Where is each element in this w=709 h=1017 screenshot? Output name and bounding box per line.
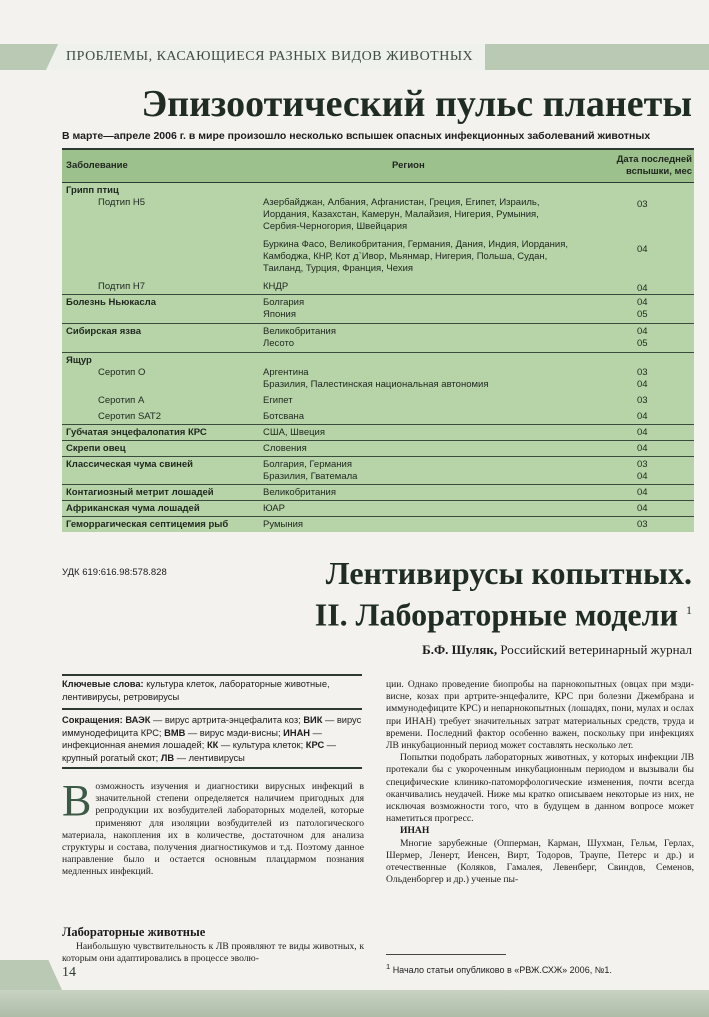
region-o-line1: Аргентина [263,367,309,378]
region-ahs: ЮАР [263,503,285,514]
column-header-date [602,154,692,178]
region-csf-line1: Болгария, Германия [263,459,352,470]
region-nd-line1: Болгария [263,297,305,308]
disease-ahs: Африканская чума лошадей [66,503,200,514]
region-h5b-line1: Буркина Фасо, Великобритания, Германия, Дания, Индия, Иордания, [263,239,568,250]
disease-scrapie: Скрепи овец [66,443,126,454]
abbreviations-bottom-rule [62,767,362,769]
abbreviations-label: Сокращения: [62,715,123,725]
dropcap-letter: В [62,776,92,825]
disease-anthrax: Сибирская язва [66,326,141,337]
article2-title [240,555,692,634]
date-ahs: 04 [637,503,648,514]
abbrev-lv-text: — лентивирусы [176,752,245,763]
column-header-disease: Заболевание [66,160,128,171]
table-header [62,150,694,183]
column-header-date-line2: вспышки, мес [626,166,692,177]
intro-paragraph [62,776,364,879]
author-name: Б.Ф. Шуляк, [422,642,498,657]
serotype-sat2: Серотип SAT2 [98,411,161,422]
abbrev-kk-text: — культура клеток; [220,740,304,750]
article1-title: Эпизоотический пульс планеты [141,83,692,125]
region-scrapie: Словения [263,443,307,454]
section-heading-lab-animals: Лабораторные животные [62,925,206,939]
date-nd-1: 04 [637,297,648,308]
row-divider [62,484,694,485]
article2-title-line2: II. Лабораторные модели [314,596,678,633]
abbrev-krs: КРС [305,740,325,750]
keywords-text: культура клеток, лабораторные животные, лентивирусы, ретровирусы [62,679,330,702]
keywords-divider [62,708,362,710]
region-a: Египет [263,395,293,406]
subtype-h7: Подтип H7 [98,281,146,292]
footnote-mark: 1 [386,962,391,971]
date-scrapie: 04 [637,443,648,454]
region-csf-line2: Бразилия, Гватемала [263,471,358,482]
region-anthrax-line2: Лесото [263,338,294,349]
article2-title-line2-wrap [240,592,692,634]
region-h5a-line2: Иордания, Казахстан, Камерун, Малайзия, Нигерия, Румыния, [263,209,539,220]
right-paragraph-1: ции. Однако проведение биопробы на парнокопытных (овцах при мэди-висне, козах при артрите-энцефалите, КРС при болезни Джембрана и иммунодефиците КРС) и непарнокопытных (лошадях, пони, мулах и ослах при ИНАН) требует значительных затрат материальных средств, труда и времени. Последний фактор особенно важен, поскольку при инфекциях ЛВ инкубационный период может составлять несколько лет. [386,679,694,752]
abbrev-vmv: ВМВ [164,727,186,738]
date-o-1: 03 [637,367,648,378]
region-h7: КНДР [263,281,289,292]
footnote-rule [386,954,506,955]
row-divider [62,456,694,457]
intro-text: озможность изучения и диагностики вирусных инфекций в значительной степени определяется наличием пригодных для репродукции их возбудителей лабораторных моделей, которые применяют для изоляции возбудителей из патологического материала, накопления их в количестве, достаточном для анализа структуры и состава, получения диагностикумов и т.д. Поэтому данное направление было и остается основным плацдармом познания медленных инфекций. [62,781,364,878]
keywords-label: Ключевые слова: [62,679,144,689]
serotype-a: Серотип A [98,395,145,406]
date-anthrax-1: 04 [637,326,648,337]
article1-subtitle: В марте—апреле 2006 г. в мире произошло несколько вспышек опасных инфекционных заболеваний животных [62,130,651,142]
date-csf-1: 03 [637,459,648,470]
date-anthrax-2: 05 [637,338,648,349]
disease-hs: Геморрагическая септицемия рыб [66,519,229,530]
keywords-top-rule [62,674,362,676]
disease-flu: Грипп птиц [66,185,119,196]
region-h5a-line3: Сербия-Черногория, Швейцария [263,221,408,232]
region-anthrax-line1: Великобритания [263,326,336,337]
abbrev-vik-text: — вирус иммунодефицита КРС; [62,715,362,738]
disease-cem: Контагиозный метрит лошадей [66,487,214,498]
region-hs: Румыния [263,519,304,530]
serotype-o: Серотип O [98,367,146,378]
date-hs: 03 [637,519,648,530]
column-header-region: Регион [392,160,425,171]
abbrev-krs-text: — крупный рогатый скот; [62,740,337,763]
region-cem: Великобритания [263,487,336,498]
date-h5a: 03 [637,199,648,210]
disease-newcastle: Болезнь Ньюкасла [66,297,156,308]
page-number: 14 [62,965,76,980]
column-header-date-line1: Дата последней [616,154,692,165]
date-o-2: 04 [637,379,648,390]
row-divider [62,440,694,441]
footer-strip [0,990,709,1017]
row-divider [62,516,694,517]
date-cem: 04 [637,487,648,498]
date-sat2: 04 [637,411,648,422]
date-csf-2: 04 [637,471,648,482]
date-a: 03 [637,395,648,406]
region-h5b-line3: Таиланд, Турция, Франция, Чехия [263,263,414,274]
abbreviations-block [62,714,362,764]
region-h5a-line1: Азербайджан, Албания, Афганистан, Греция, Египет, Израиль, [263,197,540,208]
date-h7: 04 [637,283,648,294]
footer-page-tab [0,960,62,990]
row-divider [62,294,694,295]
udk-code: УДК 619:616.98:578.828 [62,567,167,578]
date-nd-2: 05 [637,309,648,320]
abbrev-vik: ВИК [303,715,323,725]
subtype-h5: Подтип H5 [98,197,146,208]
abbrev-inan-text: — инфекционная анемия лошадей; [62,727,322,750]
disease-bse: Губчатая энцефалопатия КРС [66,427,207,438]
footnote [386,962,694,975]
abbrev-inan: ИНАН [283,727,310,738]
article2-title-footnote-mark: 1 [686,603,692,617]
row-divider [62,424,694,425]
region-nd-line2: Япония [263,309,296,320]
disease-fmd: Ящур [66,355,92,366]
outbreak-table [62,148,694,532]
row-divider [62,500,694,501]
journal-name: Российский ветеринарный журнал [500,642,692,657]
abbrev-vaek-text: — вирус артрита-энцефалита коз; [152,715,301,725]
date-bse: 04 [637,427,648,438]
right-paragraph-3: Многие зарубежные (Опперман, Карман, Шухман, Гельм, Герлах, Шермер, Ленерт, Иенсен, Вирт, Тодоров, Траупе, Петерс и др.) и отечественные (Коляков, Гамалея, Левенберг, Свиндов, Семенов, Ольденборгер и др.) ученые пы- [386,837,694,886]
right-paragraph-2: Попытки подобрать лабораторных животных, у которых инфекции ЛВ протекали бы с укороченным инкубационным периодом и вызывали бы специфические клинико-патоморфологические изменения, почти всегда оканчивались неудачей. Ниже мы кратко описываем некоторые из них, не исключая возможности того, что в будущем в данном вопросе может наметиться прогресс. [386,752,694,825]
date-h5b: 04 [637,244,648,255]
article2-title-line1: Лентивирусы копытных. [325,555,692,591]
abbrev-vmv-text: — вирус мэди-висны; [187,727,281,738]
keywords-block [62,678,362,703]
inan-heading: ИНАН [400,825,430,837]
footnote-text: Начало статьи опубликово в «РВЖ.СХЖ» 2006, №1. [392,965,612,975]
region-bse: США, Швеция [263,427,326,438]
abbrev-vaek: ВАЭК [125,715,151,725]
region-h5b-line2: Камбоджа, КНР, Кот д`Ивор, Мьянмар, Нигерия, Польша, Судан, [263,251,548,262]
row-divider [62,352,694,353]
region-sat2: Ботсвана [263,411,305,422]
lab-animals-paragraph: Наибольшую чувствительность к ЛВ проявляют те виды животных, к которым они адаптировались в процессе эволю- [62,941,364,965]
section-header-label: ПРОБЛЕМЫ, КАСАЮЩИЕСЯ РАЗНЫХ ВИДОВ ЖИВОТНЫХ [58,44,485,70]
author-line [300,642,692,658]
disease-csf: Классическая чума свиней [66,459,194,470]
right-column [386,679,694,886]
abbrev-lv: ЛВ [160,752,175,763]
abbrev-kk: КК [206,740,219,750]
region-o-line2: Бразилия, Палестинская национальная автономия [263,379,489,390]
row-divider [62,323,694,324]
